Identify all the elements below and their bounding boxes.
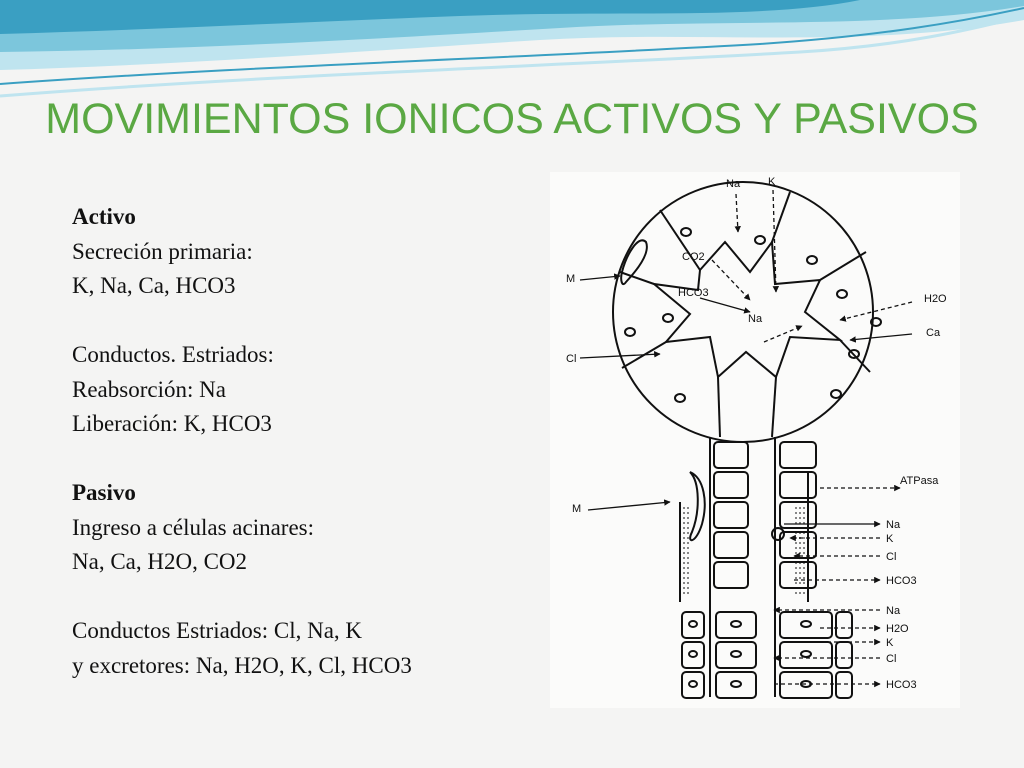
- label-ca-right: Ca: [926, 327, 941, 339]
- line-gap: [72, 304, 542, 339]
- label-excretory-k: K: [886, 637, 894, 649]
- label-h2o-right: H2O: [924, 293, 947, 305]
- label-na-center: Na: [748, 313, 763, 325]
- text-line: y excretores: Na, H2O, K, Cl, HCO3: [72, 652, 412, 678]
- text-line: Conductos Estriados: Cl, Na, K: [72, 618, 363, 643]
- text-line: K, Na, Ca, HCO3: [72, 273, 236, 298]
- text-line: Liberación: K, HCO3: [72, 411, 272, 436]
- line-gap: [72, 442, 542, 477]
- label-co2: CO2: [682, 251, 705, 263]
- text-line: Conductos. Estriados:: [72, 342, 274, 367]
- label-na-top: Na: [726, 178, 741, 190]
- diagram-labels: [566, 176, 947, 691]
- label-m-bottom: M: [572, 503, 582, 515]
- label-excretory-na: Na: [886, 605, 901, 617]
- label-striated-na: Na: [886, 519, 901, 531]
- label-striated-k: K: [886, 533, 894, 545]
- text-line: Na, Ca, H2O, CO2: [72, 549, 248, 574]
- text-line: Secreción primaria:: [72, 238, 253, 264]
- label-m-top: M: [566, 273, 576, 285]
- section-heading: Pasivo: [72, 480, 136, 505]
- slide-title: MOVIMIENTOS IONICOS ACTIVOS Y PASIVOS: [45, 95, 979, 143]
- label-hco3-center: HCO3: [678, 287, 709, 299]
- text-line: Reabsorción: Na: [72, 376, 226, 402]
- text-body: [72, 200, 542, 683]
- label-cl-left: Cl: [566, 353, 577, 365]
- acinus-outline: [613, 182, 873, 442]
- myoepithelial-bottom: [690, 472, 705, 540]
- diagram-drawing: [550, 172, 960, 708]
- label-excretory-cl: Cl: [886, 653, 897, 665]
- label-striated-cl: Cl: [886, 551, 897, 563]
- label-atpasa: ATPasa: [900, 475, 939, 487]
- arrows: [580, 190, 912, 684]
- label-excretory-hco3: HCO3: [886, 679, 917, 691]
- label-excretory-h2o: H2O: [886, 623, 909, 635]
- line-gap: [72, 580, 542, 615]
- label-striated-hco3: HCO3: [886, 575, 917, 587]
- text-line: Ingreso a células acinares:: [72, 514, 315, 540]
- acinus: [613, 182, 881, 442]
- salivary-gland-diagram: [550, 172, 960, 708]
- section-heading: Activo: [72, 204, 136, 229]
- label-k-top: K: [768, 176, 776, 188]
- duct: [680, 437, 852, 698]
